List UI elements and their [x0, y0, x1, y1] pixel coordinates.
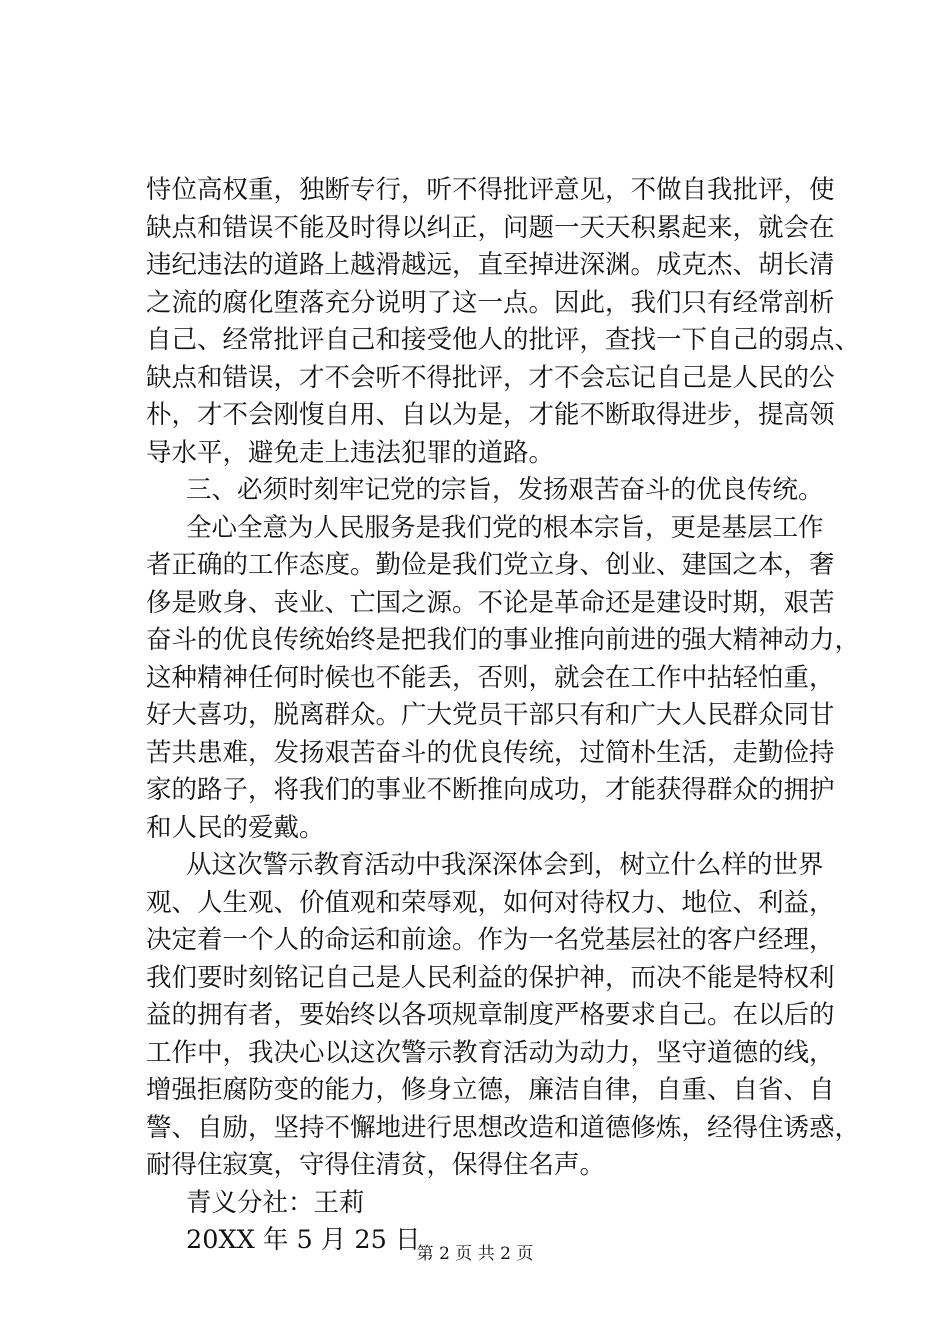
text-line: 之流的腐化堕落充分说明了这一点。因此，我们只有经常剖析 — [146, 287, 835, 318]
text-line: 违纪违法的道路上越滑越远，直至掉进深渊。成克杰、胡长清 — [146, 250, 835, 280]
text-line: 青义分社：王莉 — [186, 1187, 365, 1218]
text-line: 家的路子，将我们的事业不断推向成功，才能获得群众的拥护 — [146, 775, 835, 805]
text-line: 观、人生观、价值观和荣辱观，如何对待权力、地位、利益， — [146, 887, 835, 918]
text-line: 耐得住寂寞，守得住清贫，保得住名声。 — [146, 1150, 606, 1180]
text-line: 缺点和错误不能及时得以纠正，问题一天天积累起来，就会在 — [146, 212, 835, 243]
text-line: 益的拥有者，要始终以各项规章制度严格要求自己。在以后的 — [146, 1000, 835, 1030]
text-line: 缺点和错误，才不会听不得批评，才不会忘记自己是人民的公 — [146, 362, 835, 393]
text-line: 朴，才不会刚愎自用、自以为是，才能不断取得进步，提高领 — [146, 400, 835, 430]
text-line: 决定着一个人的命运和前途。作为一名党基层社的客户经理， — [146, 925, 835, 955]
text-line: 好大喜功，脱离群众。广大党员干部只有和广大人民群众同甘 — [146, 700, 835, 730]
text-line: 工作中，我决心以这次警示教育活动为动力，坚守道德的线， — [146, 1037, 835, 1068]
text-line: 苦共患难，发扬艰苦奋斗的优良传统，过简朴生活，走勤俭持 — [146, 737, 835, 768]
text-line: 20XX 年 5 月 25 日 — [186, 1225, 421, 1255]
text-line: 自己、经常批评自己和接受他人的批评，查找一下自己的弱点、 — [146, 325, 861, 355]
text-line: 奋斗的优良传统始终是把我们的事业推向前进的强大精神动力， — [146, 625, 861, 655]
text-line: 全心全意为人民服务是我们党的根本宗旨，更是基层工作 — [186, 512, 824, 543]
text-line: 警、自励，坚持不懈地进行思想改造和道德修炼，经得住诱惑， — [146, 1112, 861, 1143]
text-line: 增强拒腐防变的能力，修身立德，廉洁自律，自重、自省、自 — [146, 1075, 835, 1105]
text-line: 侈是败身、丧业、亡国之源。不论是革命还是建设时期，艰苦 — [146, 587, 835, 618]
text-line: 者正确的工作态度。勤俭是我们党立身、创业、建国之本，奢 — [146, 550, 835, 580]
text-line: 这种精神任何时候也不能丢，否则，就会在工作中拈轻怕重， — [146, 662, 835, 693]
text-line: 我们要时刻铭记自己是人民利益的保护神，而决不能是特权利 — [146, 962, 835, 993]
text-line: 从这次警示教育活动中我深深体会到，树立什么样的世界 — [186, 850, 824, 880]
text-line: 和人民的爱戴。 — [146, 812, 325, 843]
text-line: 恃位高权重，独断专行，听不得批评意见，不做自我批评，使 — [146, 175, 835, 205]
text-line: 三、必须时刻牢记党的宗旨，发扬艰苦奋斗的优良传统。 — [186, 475, 824, 505]
text-line: 导水平，避免走上违法犯罪的道路。 — [146, 437, 555, 468]
document-body — [146, 172, 861, 1260]
page-footer: 第 2 页 共 2 页 — [416, 1244, 534, 1264]
